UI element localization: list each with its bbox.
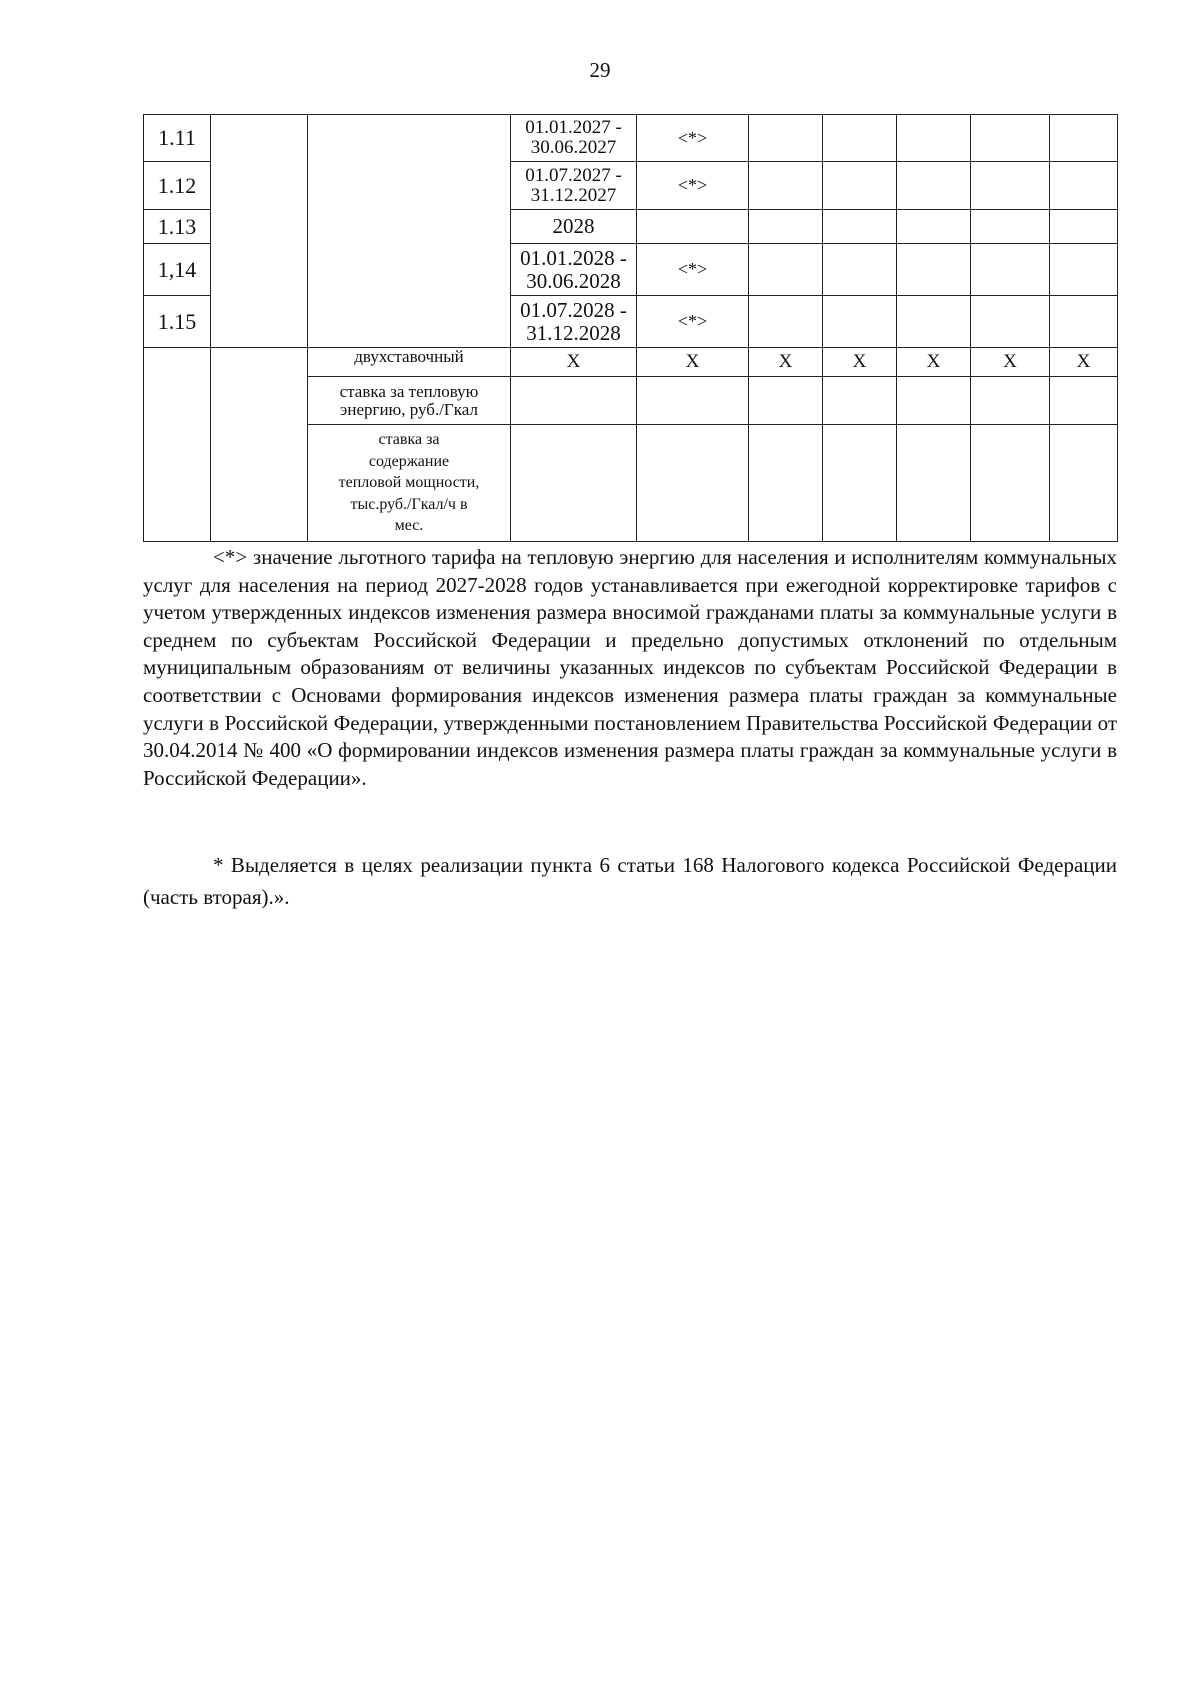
- capacity-rate-label: ставка за содержание тепловой мощности, тыс.руб./Гкал/ч в мес.: [308, 425, 511, 542]
- merged-cell: [308, 115, 511, 348]
- merged-cell: [144, 348, 211, 542]
- row-number: 1.12: [144, 162, 211, 210]
- period-cell: 2028: [511, 210, 637, 244]
- page-number: 29: [589, 58, 611, 82]
- not-applicable-mark: Х: [511, 348, 637, 377]
- tariff-table: [143, 114, 1118, 542]
- value-cell: [637, 210, 749, 244]
- not-applicable-mark: Х: [971, 348, 1050, 377]
- row-number: 1.15: [144, 296, 211, 348]
- merged-cell: [211, 115, 308, 348]
- row-number: 1,14: [144, 244, 211, 296]
- value-cell: <*>: [637, 162, 749, 210]
- footnote-vat: * Выделяется в целях реализации пункта 6 статьи 168 Налогового кодекса Российской Федерации (часть вторая).».: [143, 853, 1117, 909]
- value-cell: <*>: [637, 296, 749, 348]
- not-applicable-mark: Х: [823, 348, 897, 377]
- heat-rate-label: ставка за тепловую энергию, руб./Гкал: [308, 377, 511, 425]
- period-cell: 01.07.2028 - 31.12.2028: [511, 296, 637, 348]
- table-row: [144, 115, 1118, 162]
- period-cell: 01.01.2028 - 30.06.2028: [511, 244, 637, 296]
- period-cell: 01.01.2027 - 30.06.2027: [511, 115, 637, 162]
- two-part-label: двухставочный: [308, 348, 511, 377]
- table-row-two-part: [144, 348, 1118, 377]
- value-cell: <*>: [637, 244, 749, 296]
- not-applicable-mark: Х: [749, 348, 823, 377]
- not-applicable-mark: Х: [637, 348, 749, 377]
- not-applicable-mark: Х: [1050, 348, 1118, 377]
- row-number: 1.13: [144, 210, 211, 244]
- value-cell: <*>: [637, 115, 749, 162]
- period-cell: 01.07.2027 - 31.12.2027: [511, 162, 637, 210]
- footnote-preferential-tariff: <*> значение льготного тарифа на тепловую энергию для населения и исполнителям коммунальных услуг для населения на период 2027-2028 годов устанавливается при ежегодной корректировке тарифов с учетом утвержденных индексов изменения размера вносимой гражданами платы за коммунальные услуги в среднем по субъектам Российской Федерации и предельно допустимых отклонений по отдельным муниципальным образованиям от величины указанных индексов по субъектам Российской Федерации в соответствии с Основами формирования индексов изменения размера платы граждан за коммунальные услуги в Российской Федерации, утвержденными постановлением Правительства Российской Федерации от 30.04.2014 № 400 «О формировании индексов изменения размера платы граждан за коммунальные услуги в Российской Федерации».: [143, 545, 1117, 790]
- row-number: 1.11: [144, 115, 211, 162]
- merged-cell: [211, 348, 308, 542]
- not-applicable-mark: Х: [897, 348, 971, 377]
